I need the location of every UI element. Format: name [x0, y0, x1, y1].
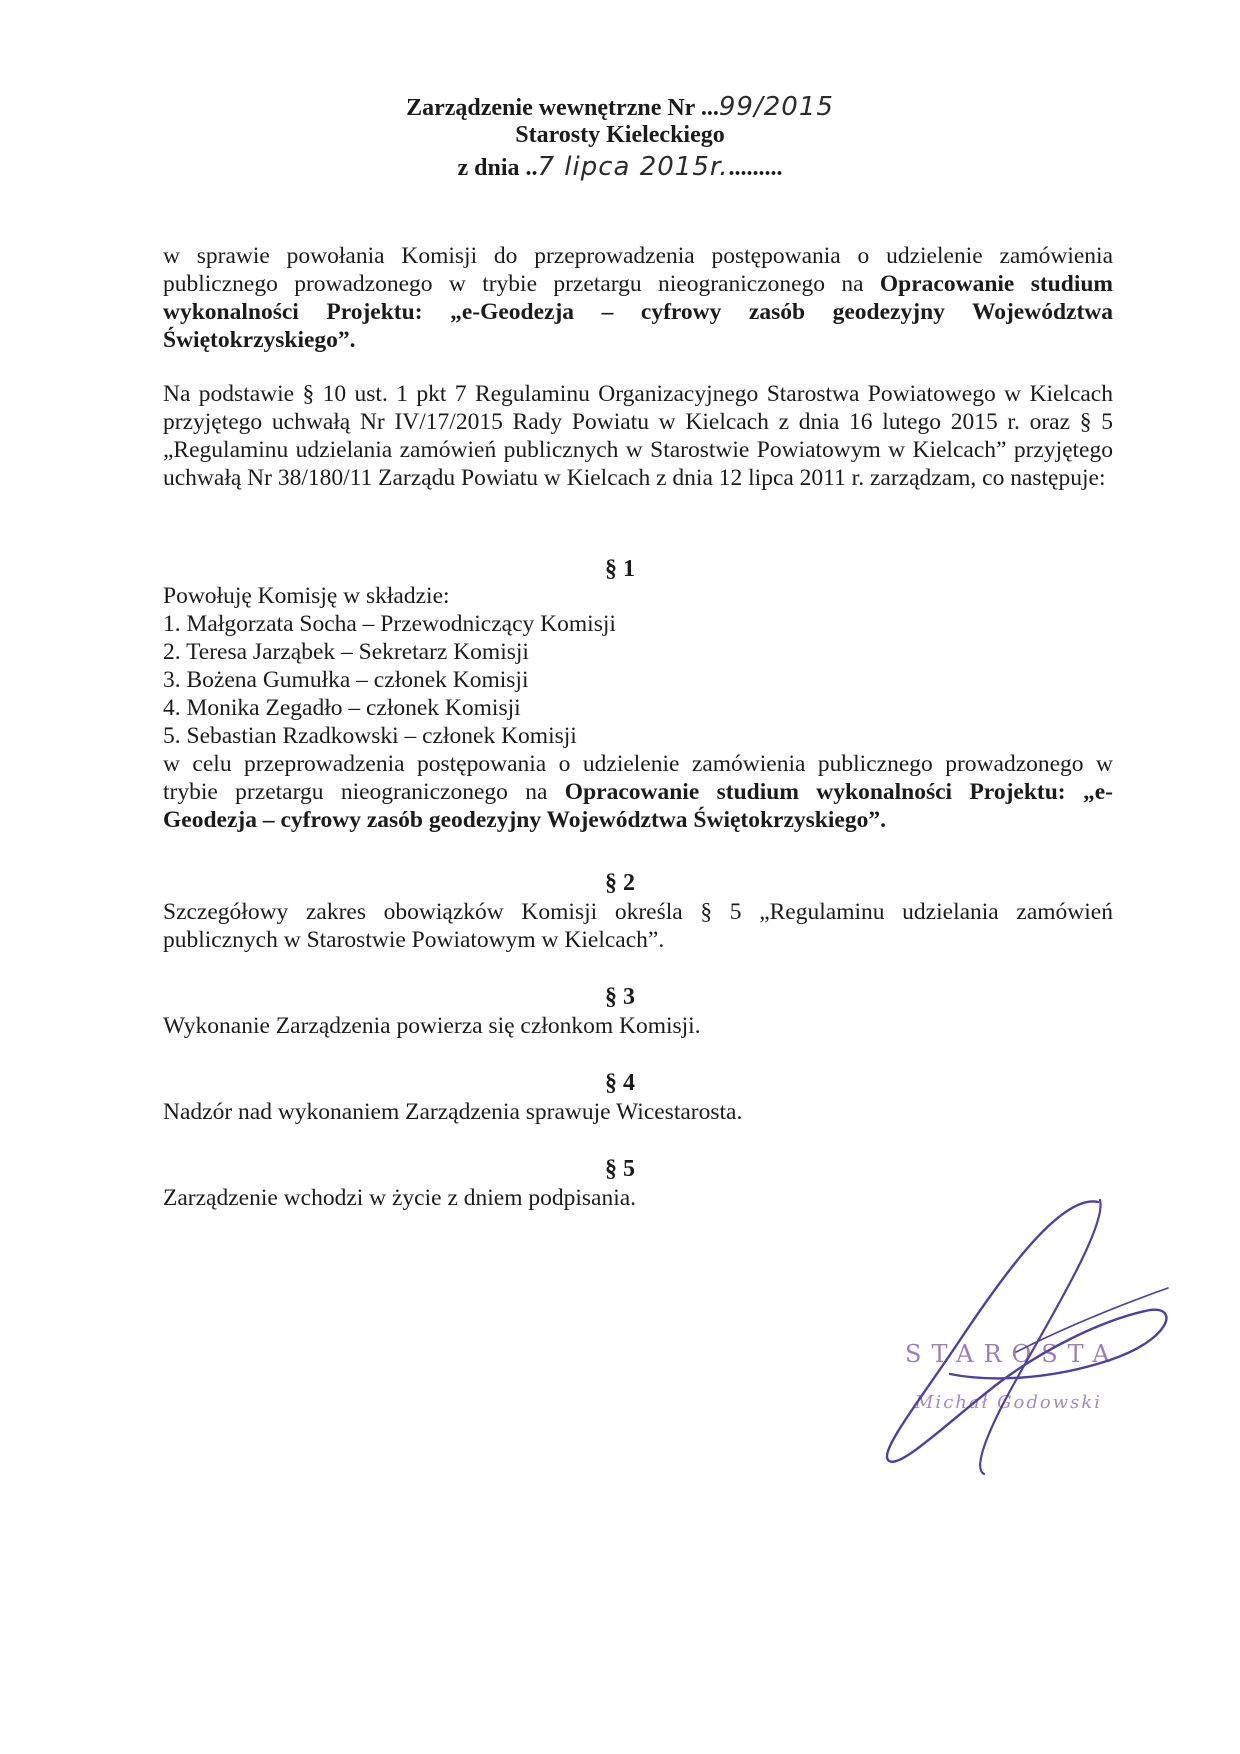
- section-1-sign: § 1: [605, 556, 635, 582]
- section-4-text: Nadzór nad wykonaniem Zarządzenia sprawuje Wicestarosta.: [163, 1099, 743, 1125]
- section-1: [163, 582, 1113, 834]
- section-2: [163, 898, 1113, 954]
- member-3: 3. Bożena Gumułka – członek Komisji: [163, 667, 529, 693]
- section-1-project-title: Opracowanie studium wykonalności Projektu: „e-Geodezja – cyfrowy zasób geodezyjny Województwa Świętokrzyskiego”.: [163, 779, 1113, 833]
- section-5-text: Zarządzenie wchodzi w życie z dniem podpisania.: [163, 1185, 637, 1211]
- signature-stamp: [880, 1120, 1180, 1480]
- title-prefix: Zarządzenie wewnętrzne Nr ...: [406, 95, 719, 121]
- handwritten-date: 7 lipca 2015r.: [537, 152, 729, 182]
- section-2-text: Szczegółowy zakres obowiązków Komisji określa § 5 „Regulaminu udzielania zamówień publicznych w Starostwie Powiatowym w Kielcach”.: [163, 899, 1113, 953]
- section-2-sign: § 2: [605, 870, 635, 896]
- document-title: [0, 92, 1240, 122]
- legal-basis-text: Na podstawie § 10 ust. 1 pkt 7 Regulaminu Organizacyjnego Starostwa Powiatowego w Kielcach przyjętego uchwałą Nr IV/17/2015 Rady Powiatu w Kielcach z dnia 16 lutego 2015 r. oraz § 5 „Regulaminu udzielania zamówień publicznych w Starostwie Powiatowym w Kielcach” przyjętego uchwałą Nr 38/180/11 Zarządu Powiatu w Kielcach z dnia 12 lipca 2011 r. zarządzam, co następuje:: [163, 381, 1113, 491]
- section-1-intro: Powołuję Komisję w składzie:: [163, 583, 450, 609]
- member-5: 5. Sebastian Rzadkowski – członek Komisji: [163, 723, 577, 749]
- subject-paragraph: [163, 242, 1113, 354]
- stamp-title: STAROSTA: [905, 1340, 1120, 1368]
- signature-icon: [880, 1120, 1180, 1480]
- section-3-sign: § 3: [605, 984, 635, 1010]
- member-1: 1. Małgorzata Socha – Przewodniczący Komisji: [163, 611, 616, 637]
- section-3: [163, 1012, 1113, 1040]
- date-prefix: z dnia ..: [457, 155, 538, 181]
- member-4: 4. Monika Zegadło – członek Komisji: [163, 695, 521, 721]
- member-2: 2. Teresa Jarząbek – Sekretarz Komisji: [163, 639, 529, 665]
- date-suffix: .........: [728, 155, 783, 181]
- stamp-name: Michał Godowski: [915, 1392, 1103, 1413]
- subject-text: w sprawie powołania Komisji do przeprowadzenia postępowania o udzielenie zamówienia publicznego prowadzonego w trybie przetargu nieograniczonego na: [163, 243, 1113, 297]
- handwritten-number: 99/2015: [718, 92, 834, 122]
- issuer: Starosty Kieleckiego: [515, 122, 725, 148]
- subject-title: Opracowanie studium wykonalności Projektu: „e-Geodezja – cyfrowy zasób geodezyjny Województwa Świętokrzyskiego”.: [163, 271, 1113, 353]
- section-1-purpose: w celu przeprowadzenia postępowania o udzielenie zamówienia publicznego prowadzonego w trybie przetargu nieograniczonego na: [163, 751, 1113, 805]
- document-date: [0, 152, 1240, 182]
- section-5-sign: § 5: [605, 1156, 635, 1182]
- section-4-sign: § 4: [605, 1070, 635, 1096]
- legal-basis-paragraph: [163, 380, 1113, 492]
- section-3-text: Wykonanie Zarządzenia powierza się członkom Komisji.: [163, 1013, 701, 1039]
